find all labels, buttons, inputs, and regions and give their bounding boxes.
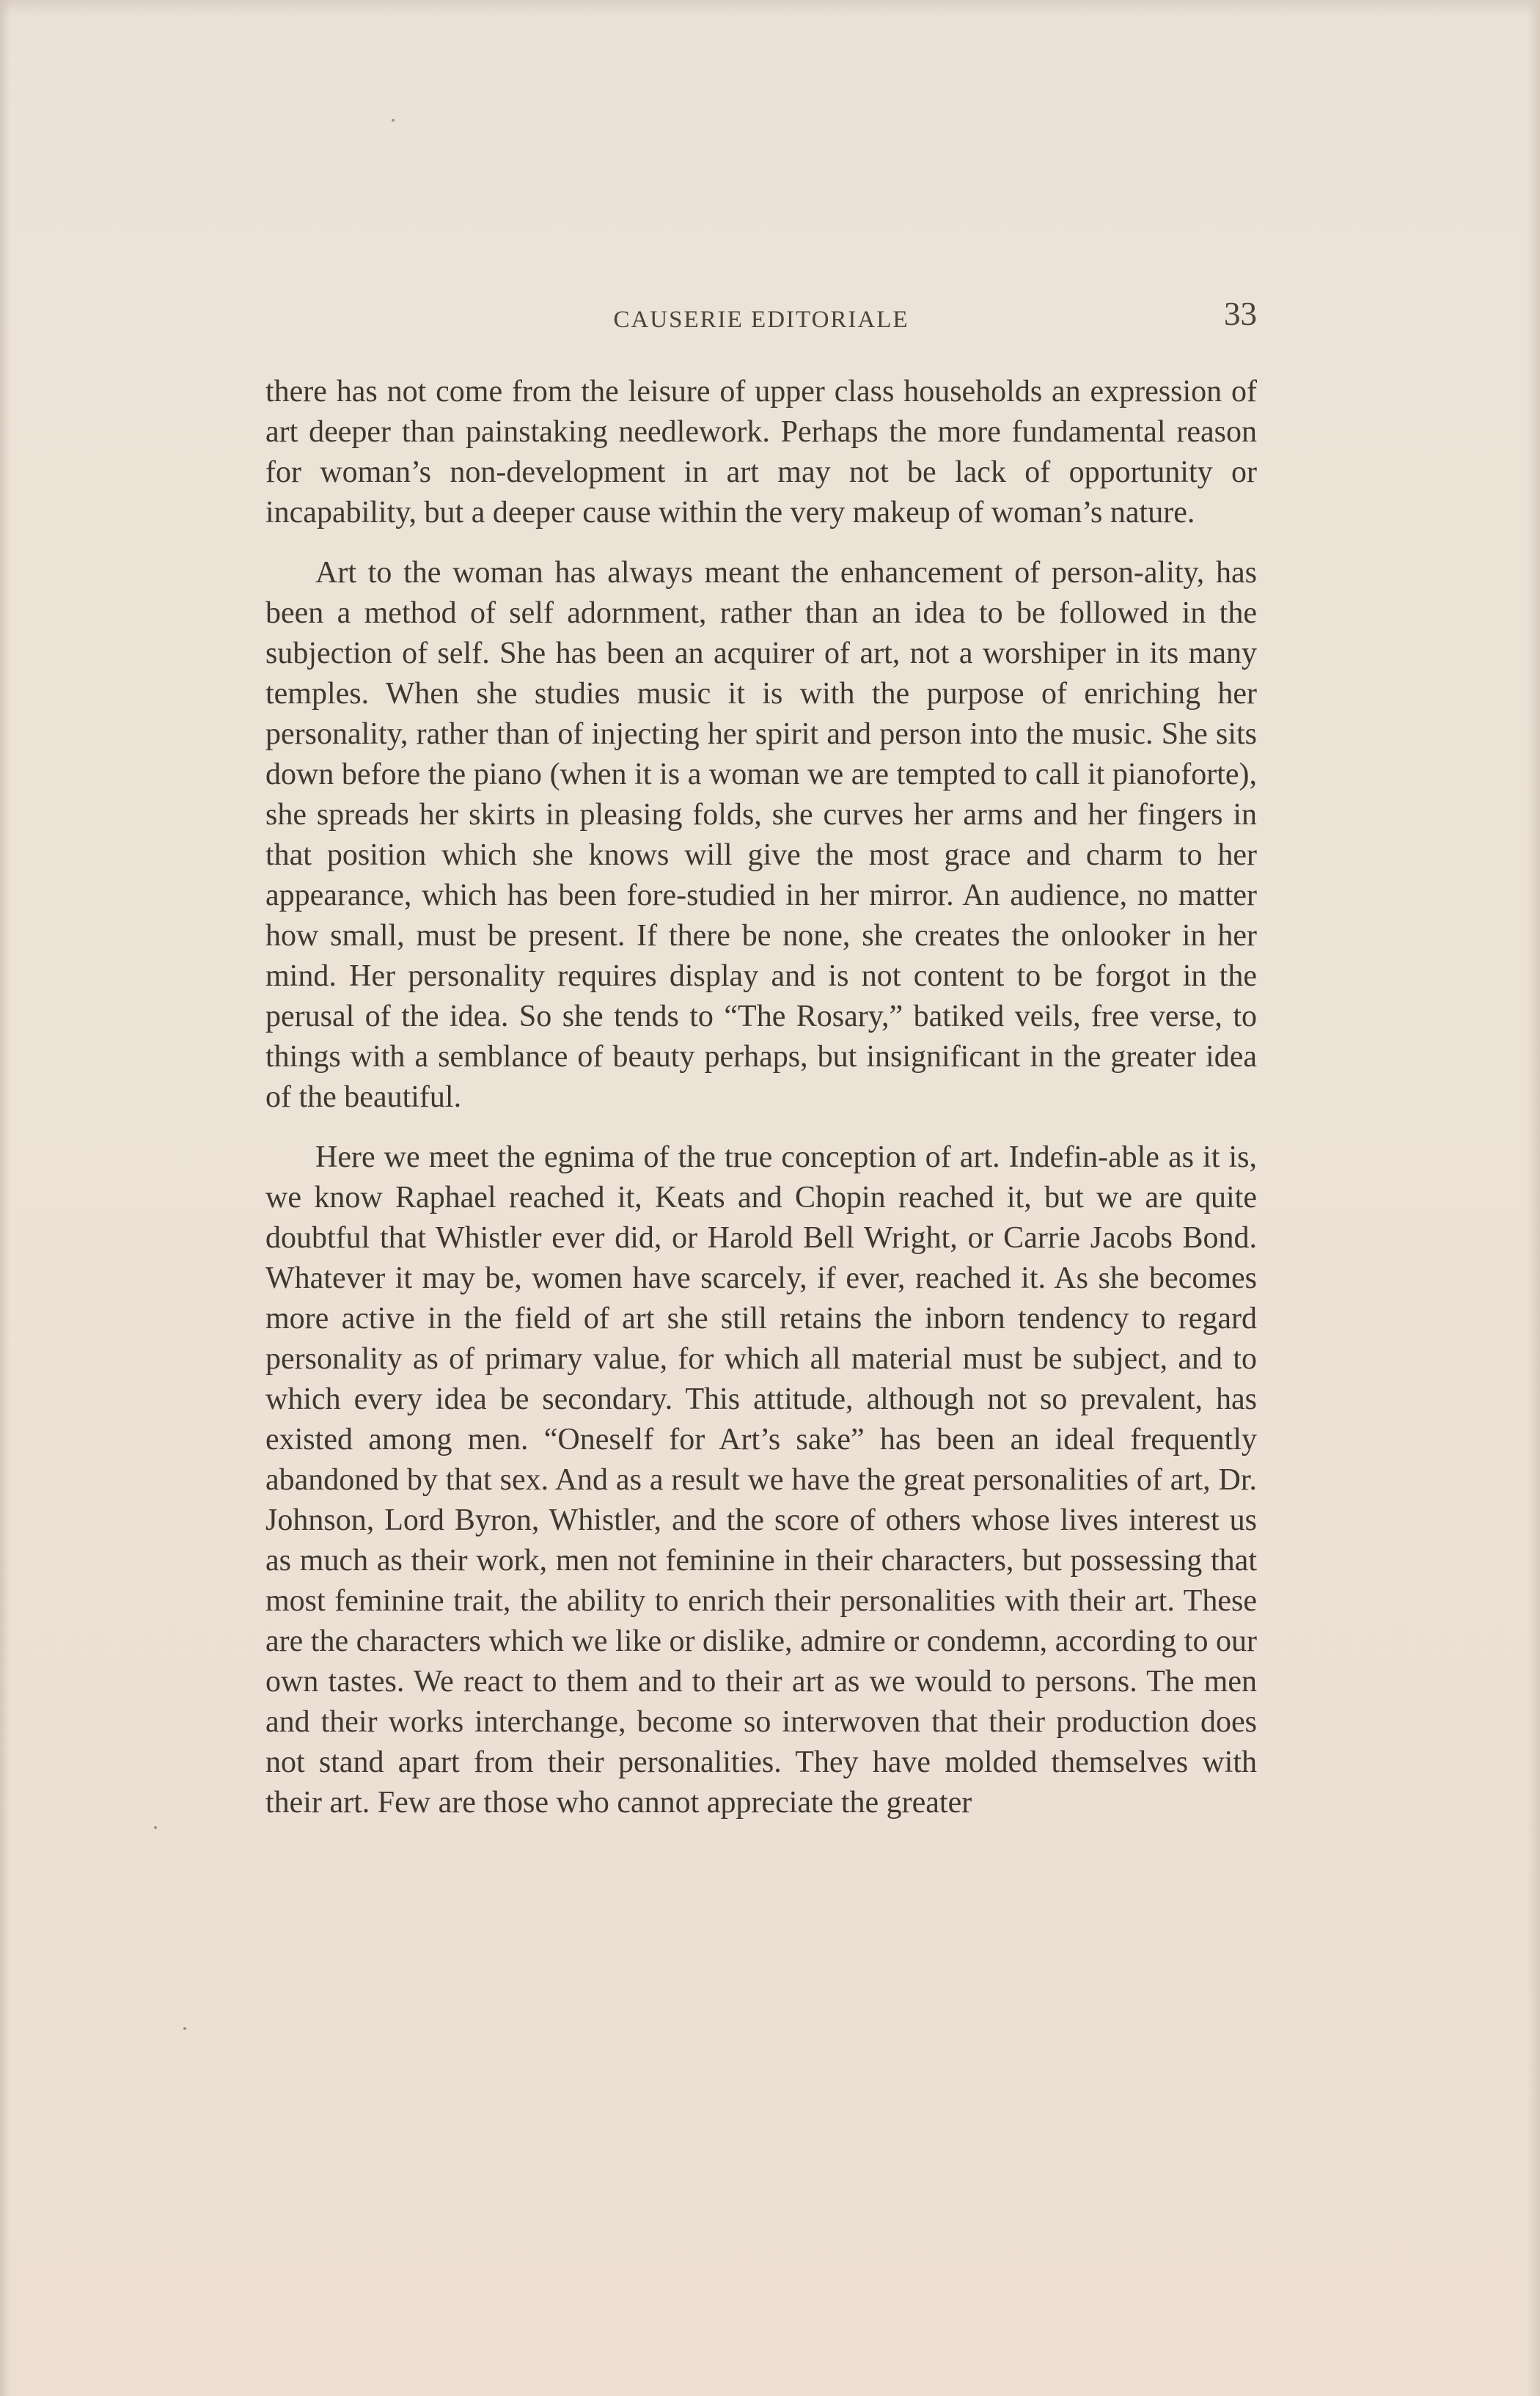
page-top-edge-shadow: [0, 0, 1540, 19]
paragraph-2: Art to the woman has always meant the enhancement of person-ality, has been a method of self adornment, rather than an idea to be followed in the subjection of self. She has been an acquirer of art, not a worshiper in its many temples. When she studies music it is with the purpose of enriching her personality, rather than of injecting her spirit and person into the music. She sits down before the piano (when it is a woman we are tempted to call it pianoforte), she spreads her skirts in pleasing folds, she curves her arms and her fingers in that position which she knows will give the most grace and charm to her appearance, which has been fore-studied in her mirror. An audience, no matter how small, must be present. If there be none, she creates the onlooker in her mind. Her personality requires display and is not content to be forgot in the perusal of the idea. So she tends to “The Rosary,” batiked veils, free verse, to things with a semblance of beauty perhaps, but insignificant in the greater idea of the beautiful.: [265, 556, 1257, 1114]
running-title: CAUSERIE EDITORIALE: [613, 307, 909, 333]
paragraph-3: Here we meet the egnima of the true conception of art. Indefin-able as it is, we know Raphael reached it, Keats and Chopin reached it, but we are quite doubtful that Whistler ever did, or Harold Bell Wright, or Carrie Jacobs Bond. Whatever it may be, women have scarcely, if ever, reached it. As she becomes more active in the field of art she still retains the inborn tendency to regard personality as of primary value, for which all material must be subject, and to which every idea be secondary. This attitude, although not so prevalent, has existed among men. “Oneself for Art’s sake” has been an ideal frequently abandoned by that sex. And as a result we have the great personalities of art, Dr. Johnson, Lord Byron, Whistler, and the score of others whose lives interest us as much as their work, men not feminine in their characters, but possessing that most feminine trait, the ability to enrich their personalities with their art. These are the characters which we like or dislike, admire or condemn, according to our own tastes. We react to them and to their art as we would to persons. The men and their works interchange, become so interwoven that their production does not stand apart from their personalities. They have molded themselves with their art. Few are those who cannot appreciate the greater: [265, 1140, 1257, 1820]
paper-speck: [392, 119, 395, 122]
text-body: [265, 372, 1257, 1823]
paragraph-1: there has not come from the leisure of upper class households an expression of art deeper than painstaking needlework. Perhaps the more fundamental reason for woman’s non-development in art may not be lack of opportunity or incapability, but a deeper cause within the very makeup of woman’s nature.: [265, 375, 1257, 530]
paper-speck: [183, 2027, 186, 2030]
page-right-edge-shadow: [1527, 0, 1540, 2396]
running-head: [265, 295, 1257, 339]
paper-speck: [154, 1826, 157, 1829]
page-number: 33: [1224, 296, 1257, 332]
page-left-edge-shadow: [0, 0, 10, 2396]
